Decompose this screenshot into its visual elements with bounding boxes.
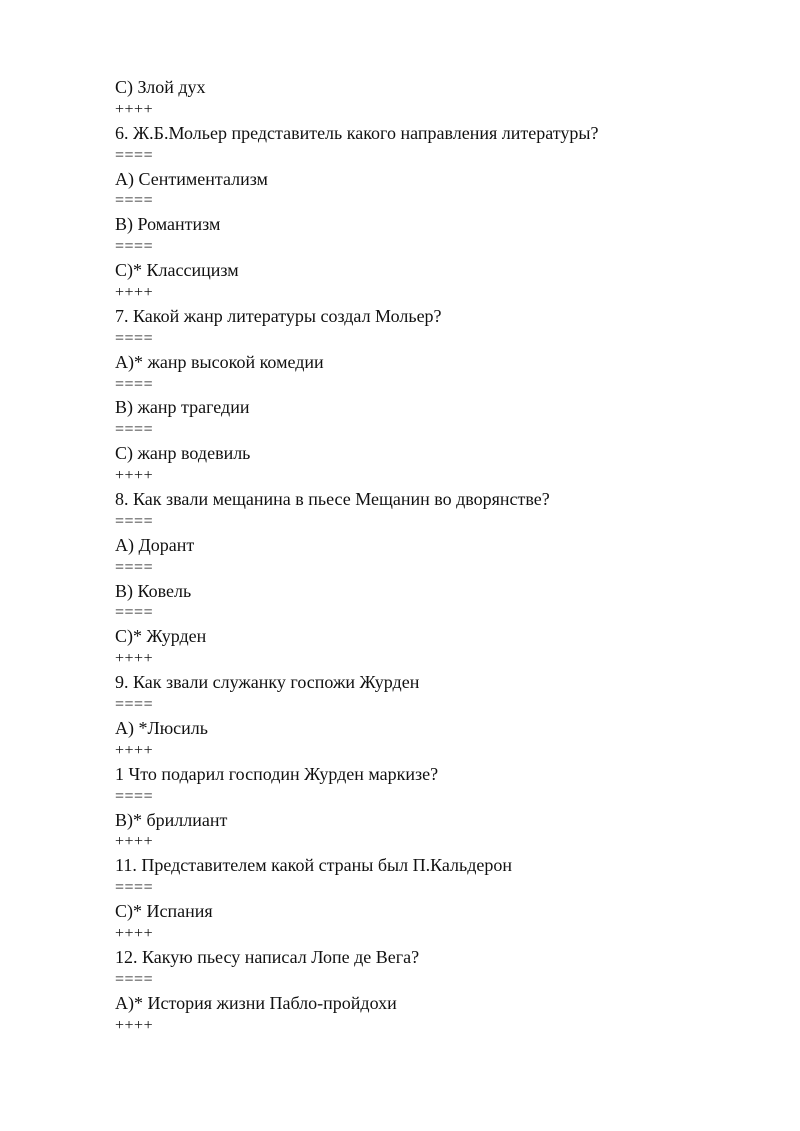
- answer-option: A) Дорант: [115, 534, 195, 555]
- option-separator: ====: [115, 512, 154, 530]
- question-text: 11. Представителем какой страны был П.Кальдерон: [115, 855, 512, 876]
- answer-option: C)* Испания: [115, 901, 213, 922]
- option-separator: ====: [115, 696, 154, 714]
- option-separator: ====: [115, 375, 154, 393]
- question-separator: ++++: [115, 284, 154, 302]
- option-separator: ====: [115, 604, 154, 622]
- answer-option: B) Ковель: [115, 580, 192, 601]
- option-separator: ====: [115, 192, 154, 210]
- question-text: 9. Как звали служанку госпожи Журден: [115, 672, 420, 693]
- answer-option: B) жанр трагедии: [115, 397, 250, 418]
- option-separator: ====: [115, 787, 154, 805]
- question-text: 7. Какой жанр литературы создал Мольер?: [115, 305, 442, 326]
- option-separator: ====: [115, 329, 154, 347]
- option-separator: ====: [115, 238, 154, 256]
- question-separator: ++++: [115, 100, 154, 118]
- answer-option: C)* Журден: [115, 626, 207, 647]
- question-text: 6. Ж.Б.Мольер представитель какого направления литературы?: [115, 122, 599, 143]
- answer-option: A)* жанр высокой комедии: [115, 351, 324, 372]
- answer-option: B) Романтизм: [115, 214, 221, 235]
- answer-option: C) Злой дух: [115, 77, 206, 97]
- question-text: 12. Какую пьесу написал Лопе де Вега?: [115, 946, 420, 967]
- question-text: 8. Как звали мещанина в пьесе Мещанин во дворянстве?: [115, 489, 550, 510]
- test-questions-text: [115, 76, 755, 1037]
- answer-option: B)* бриллиант: [115, 809, 228, 830]
- question-separator: ++++: [115, 650, 154, 668]
- question-separator: ++++: [115, 741, 154, 759]
- answer-option: A) *Люсиль: [115, 717, 208, 738]
- option-separator: ====: [115, 146, 154, 164]
- answer-option: A)* История жизни Пабло-пройдохи: [115, 992, 397, 1013]
- option-separator: ====: [115, 879, 154, 897]
- answer-option: C)* Классицизм: [115, 260, 239, 281]
- answer-option: A) Сентиментализм: [115, 168, 268, 189]
- question-separator: ++++: [115, 467, 154, 485]
- option-separator: ====: [115, 558, 154, 576]
- question-separator: ++++: [115, 833, 154, 851]
- question-separator: ++++: [115, 1016, 154, 1034]
- option-separator: ====: [115, 421, 154, 439]
- question-separator: ++++: [115, 924, 154, 942]
- question-text: 1 Что подарил господин Журден маркизе?: [115, 763, 439, 784]
- option-separator: ====: [115, 970, 154, 988]
- answer-option: C) жанр водевиль: [115, 443, 251, 464]
